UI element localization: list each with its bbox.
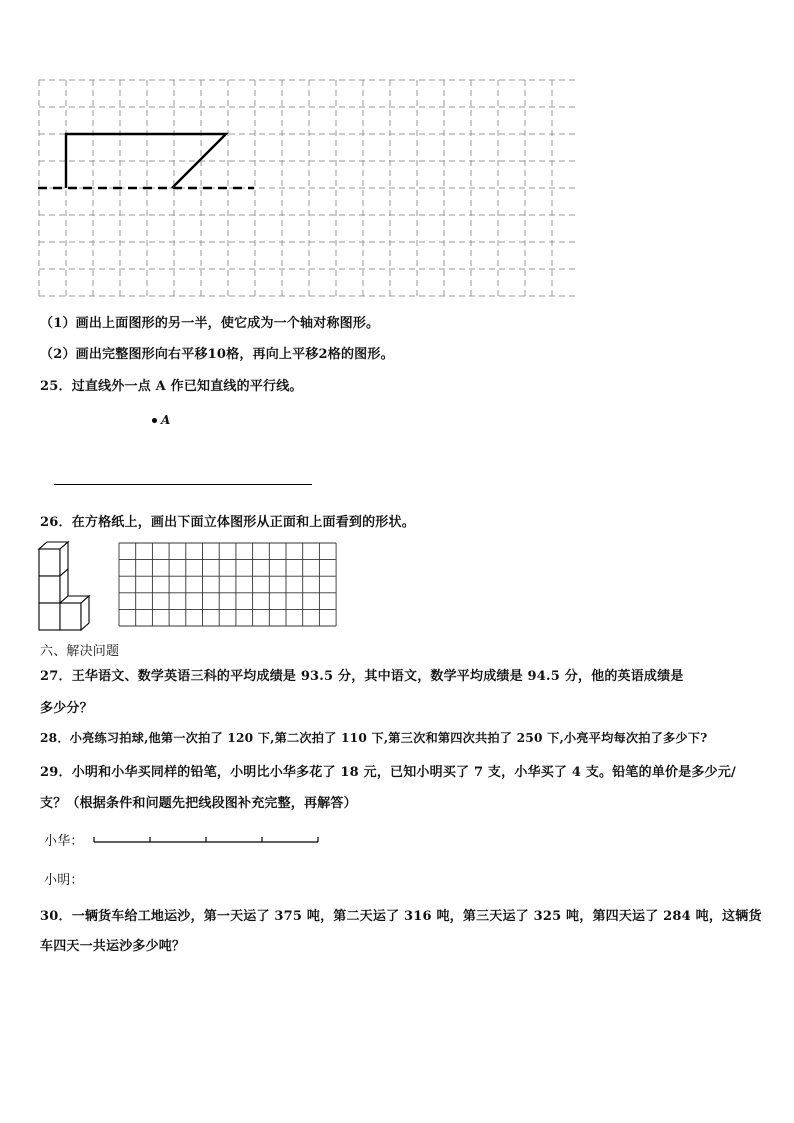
answer-square-grid[interactable] <box>118 542 342 628</box>
symmetry-grid-figure[interactable] <box>36 78 576 300</box>
q24-sub1-text: （1）画出上面图形的另一半，使它成为一个轴对称图形。 <box>40 316 380 331</box>
q27-text-line2: 多少分？ <box>40 701 93 716</box>
q30-text-line1: 30．一辆货车给工地运沙，第一天运了 375 吨，第二天运了 316 吨，第三天运了 325 吨，第四天运了 284 吨，这辆货 <box>40 909 762 924</box>
q25-text: 25．过直线外一点 A 作已知直线的平行线。 <box>40 379 303 394</box>
q26-text: 26．在方格纸上，画出下面立体图形从正面和上面看到的形状。 <box>40 515 415 530</box>
q29-text-line1: 29．小明和小华买同样的铅笔，小明比小华多花了 18 元，已知小明买了 7 支，小华买了 4 支。铅笔的单价是多少元/ <box>40 765 736 780</box>
q29-text-line2: 支？（根据条件和问题先把线段图补充完整，再解答） <box>40 796 357 811</box>
cube-stack-figure <box>36 540 96 632</box>
q30-text-line2: 车四天一共运沙多少吨？ <box>40 939 186 954</box>
given-straight-line <box>54 484 312 485</box>
xiaohua-segment-diagram <box>92 834 322 846</box>
q28-text: 28．小亮练习拍球,他第一次拍了 120 下,第二次拍了 110 下,第三次和第四次共拍了 250 下,小亮平均每次拍了多少下? <box>40 731 708 745</box>
q27-text-line1: 27．王华语文、数学英语三科的平均成绩是 93.5 分，其中语文，数学平均成绩是 94.5 分，他的英语成绩是 <box>40 669 684 684</box>
point-a-dot <box>152 418 157 423</box>
point-a-label: A <box>161 413 171 427</box>
section-six-heading: 六、解决问题 <box>40 644 120 659</box>
xiaoming-label: 小明： <box>44 873 84 888</box>
xiaohua-label: 小华： <box>44 834 84 849</box>
q24-sub2-text: （2）画出完整图形向右平移10格，再向上平移2格的图形。 <box>40 347 394 362</box>
